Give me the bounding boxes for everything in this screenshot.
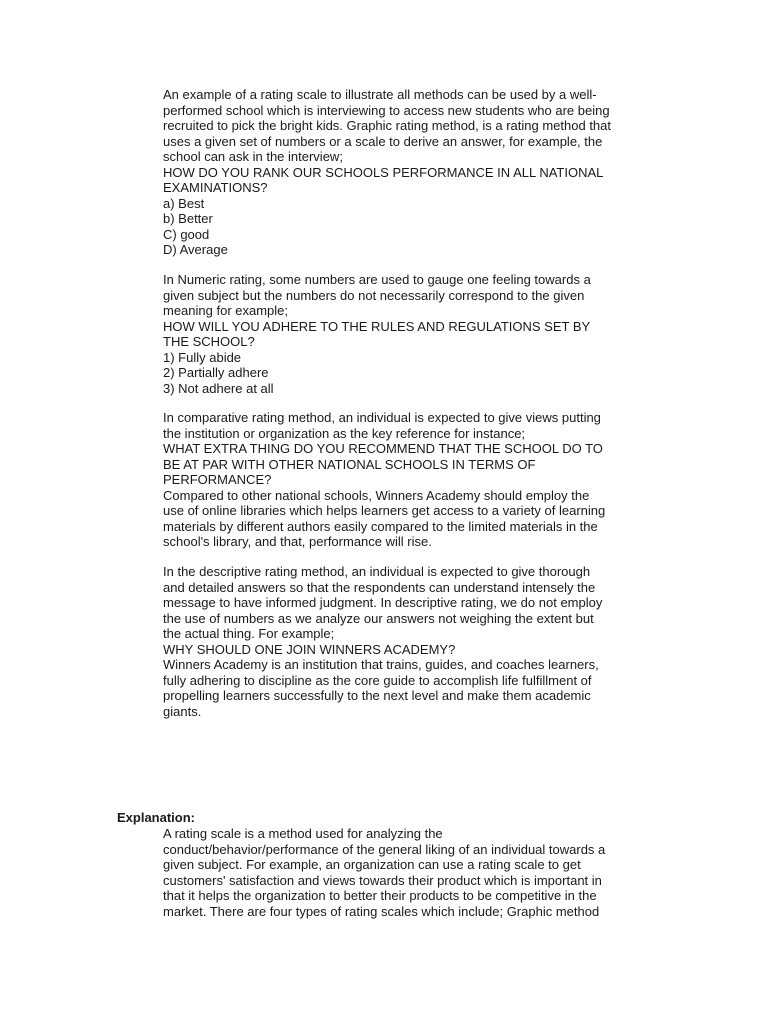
- option-line: b) Better: [163, 211, 213, 226]
- text-line: giants.: [163, 703, 202, 719]
- text-line: school can ask in the interview;: [163, 149, 343, 164]
- text-line: school's library, and that, performance will rise.: [163, 534, 432, 549]
- question-line: WHAT EXTRA THING DO YOU RECOMMEND THAT THE SCHOOL DO TO: [163, 441, 603, 456]
- option-line: 2) Partially adhere: [163, 365, 269, 380]
- question-line: THE SCHOOL?: [163, 334, 255, 349]
- text-line: given subject. For example, an organization can use a rating scale to get: [163, 857, 581, 872]
- option-line: 1) Fully abide: [163, 349, 242, 365]
- question-line: BE AT PAR WITH OTHER NATIONAL SCHOOLS IN TERMS OF: [163, 456, 536, 472]
- question-line: EXAMINATIONS?: [163, 180, 268, 195]
- option-line: D) Average: [163, 242, 228, 257]
- question-line: PERFORMANCE?: [163, 472, 272, 487]
- question-line: WHY SHOULD ONE JOIN WINNERS ACADEMY?: [163, 641, 456, 657]
- text-line: propelling learners successfully to the next level and make them academic: [163, 688, 591, 703]
- text-line: fully adhering to discipline as the core guide to accomplish life fulfillment of: [163, 672, 592, 688]
- text-line: and detailed answers so that the respondents can understand intensely the: [163, 579, 596, 595]
- option-line: a) Best: [163, 195, 205, 211]
- text-line: Compared to other national schools, Winners Academy should employ the: [163, 487, 590, 503]
- text-line: the use of numbers as we analyze our answers not weighing the extent but: [163, 610, 594, 626]
- text-line: market. There are four types of rating scales which include; Graphic method: [163, 903, 600, 919]
- text-line: performed school which is interviewing to access new students who are being: [163, 102, 610, 118]
- text-line: materials by different authors easily compared to the limited materials in the: [163, 518, 598, 534]
- question-line: HOW DO YOU RANK OUR SCHOOLS PERFORMANCE IN ALL NATIONAL: [163, 164, 604, 180]
- descriptive-rating-section: [163, 564, 653, 719]
- text-line: recruited to pick the bright kids. Graphic rating method, is a rating method that: [163, 118, 612, 133]
- text-line: the actual thing. For example;: [163, 626, 335, 641]
- text-line: customers' satisfaction and views towards their product which is important in: [163, 872, 602, 888]
- text-line: In comparative rating method, an individual is expected to give views putting: [163, 410, 601, 425]
- text-line: In the descriptive rating method, an individual is expected to give thorough: [163, 564, 591, 579]
- explanation-heading: Explanation:: [117, 810, 196, 825]
- graphic-rating-section: [163, 87, 653, 258]
- text-line: In Numeric rating, some numbers are used to gauge one feeling towards a: [163, 272, 591, 287]
- comparative-rating-section: [163, 410, 653, 550]
- option-line: 3) Not adhere at all: [163, 380, 274, 396]
- text-line: use of online libraries which helps learners get access to a variety of learning: [163, 503, 606, 518]
- option-line: C) good: [163, 226, 210, 242]
- question-line: HOW WILL YOU ADHERE TO THE RULES AND REGULATIONS SET BY: [163, 318, 591, 334]
- text-line: meaning for example;: [163, 303, 289, 318]
- text-line: A rating scale is a method used for analyzing the: [163, 826, 443, 841]
- text-line: uses a given set of numbers or a scale to derive an answer, for example, the: [163, 133, 603, 149]
- text-line: Winners Academy is an institution that trains, guides, and coaches learners,: [163, 657, 599, 672]
- text-line: message to have informed judgment. In descriptive rating, we do not employ: [163, 595, 603, 610]
- text-line: the institution or organization as the key reference for instance;: [163, 425, 526, 441]
- text-line: that it helps the organization to better their products to be competitive in the: [163, 888, 597, 903]
- text-line: An example of a rating scale to illustrate all methods can be used by a well-: [163, 87, 597, 102]
- explanation-section: [163, 826, 653, 919]
- numeric-rating-section: [163, 272, 653, 396]
- text-line: conduct/behavior/performance of the general liking of an individual towards a: [163, 841, 606, 857]
- text-line: given subject but the numbers do not necessarily correspond to the given: [163, 287, 585, 303]
